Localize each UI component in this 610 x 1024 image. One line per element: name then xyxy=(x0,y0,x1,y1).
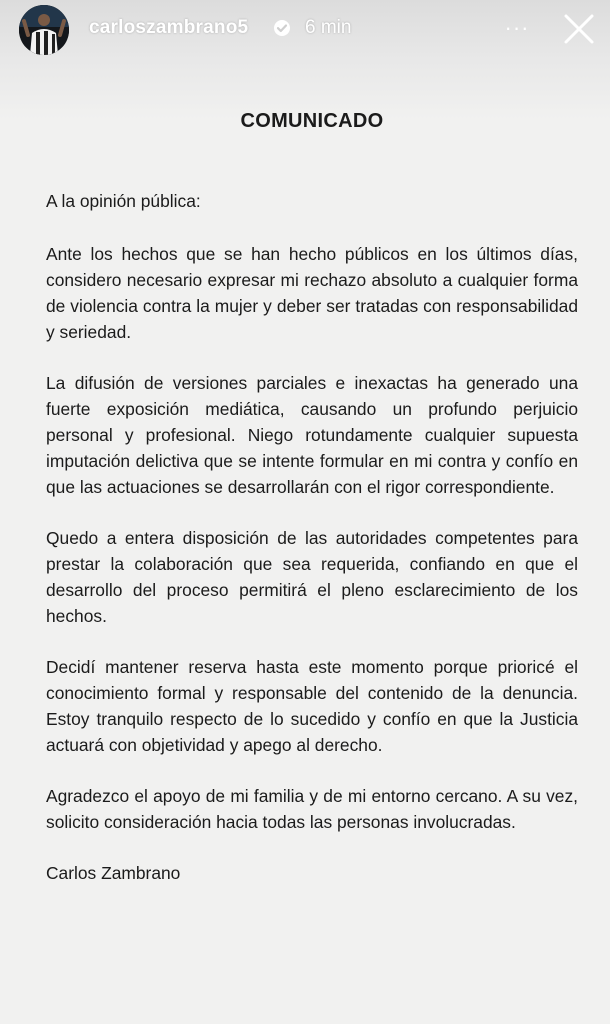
more-options-button[interactable]: ··· xyxy=(504,15,530,40)
close-icon[interactable] xyxy=(561,11,597,47)
paragraph: Agradezco el apoyo de mi familia y de mi entorno cercano. A su vez, solicito consideración hacia todas las personas involucradas. xyxy=(46,786,578,832)
paragraph: Decidí mantener reserva hasta este momento porque prioricé el conocimiento formal y responsable del contenido de la denuncia. Estoy tranquilo respecto de lo sucedido y confío en que la Justicia actuará con objetividad y apego al derecho. xyxy=(46,657,578,755)
avatar[interactable] xyxy=(19,5,69,55)
verified-badge-icon xyxy=(273,19,291,37)
post-time: 6 min xyxy=(305,17,352,38)
username[interactable]: carloszambrano5 xyxy=(89,17,249,38)
paragraph: La difusión de versiones parciales e inexactas ha generado una fuerte exposición mediática, causando un profundo perjuicio personal y profesional. Niego rotundamente cualquier supuesta imputación delictiva que se intente formular en mi contra y confío en que las actuaciones se desarrollarán con el rigor correspondiente. xyxy=(46,373,578,497)
story-header xyxy=(0,0,610,64)
statement-document xyxy=(46,108,578,886)
greeting: A la opinión pública: xyxy=(46,191,201,211)
avatar-image xyxy=(19,5,69,55)
paragraph: Quedo a entera disposición de las autoridades competentes para prestar la colaboración que sea requerida, confiando en que el desarrollo del proceso permitirá el pleno esclarecimiento de los hechos. xyxy=(46,528,578,626)
document-title: COMUNICADO xyxy=(240,110,384,132)
paragraph: Ante los hechos que se han hecho públicos en los últimos días, considero necesario expresar mi rechazo absoluto a cualquier forma de violencia contra la mujer y deber ser tratadas con responsabilidad y seriedad. xyxy=(46,244,578,342)
signature: Carlos Zambrano xyxy=(46,863,181,883)
